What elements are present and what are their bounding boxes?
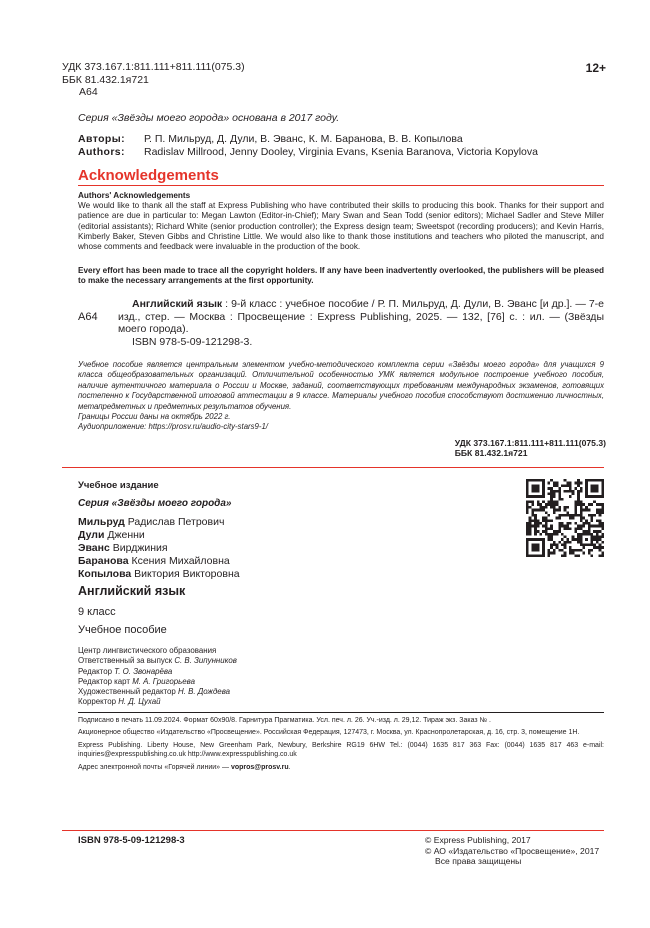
staff-role: Редактор карт [78, 676, 133, 686]
publisher-address: Акционерное общество «Издательство «Просвещение». Российская Федерация, 127473, г. Москва, ул. Краснопролетарская, д. 16, стр. 3, помещение 1Н. [78, 729, 580, 737]
annotation-block [78, 360, 604, 433]
hotline-email[interactable]: vopros@prosv.ru [230, 763, 289, 771]
udk-code: УДК 373.167.1:811.111+811.111(075.3) [62, 61, 245, 73]
annotation-text: Учебное пособие является центральным элементом учебно-методического комплекта серии «Звёзды моего города» для учащихся 9 класса общеобразовательных организаций. Отличительной особенностью УМК является модульное построение учебного пособия, наличие аутентичного материала о России и Москве, заданий, соответствующих требованиям международных экзаменов, готовящих постепенно к Государственной итоговой аттестации в 9 классе. Материалы учебного пособия способствуют достижению личностных, метапредметных и предметных результатов обучения. [78, 360, 604, 411]
udk-block-right [455, 438, 606, 459]
bib-text: : 9-й класс : учебное пособие / Р. П. Мильруд, Д. Дули, В. Эванс [и др.]. — 7-е изд., стер. — Москва : Просвещение : Express Publishing, 2025. — 132, [76] с. : ил. — (Звёзды моего города). [118, 298, 604, 336]
author-given: Радислав Петрович [124, 516, 225, 528]
staff-role: Корректор [78, 697, 119, 707]
print-info [78, 716, 604, 775]
hotline-line [78, 763, 604, 772]
express-address: Express Publishing. Liberty House, New Greenham Park, Newbury, Berkshire RG19 6HW Tel.: (0044) 1635 817 363 Fax: (0044) 1635 817 463 e-mail: inquiries@expresspublishing.co.uk http://www.expresspublishing.co.uk [78, 741, 604, 759]
bib-title: Английский язык [132, 298, 223, 310]
author-surname: Эванс [78, 542, 110, 554]
borders-note: Границы России даны на октябрь 2022 г. [78, 412, 231, 422]
bib-isbn: ISBN 978-5-09-121298-3. [132, 336, 253, 348]
bbk-code: ББК 81.432.1я721 [62, 73, 149, 86]
hotline-end: . [288, 763, 291, 771]
acknowledgements-divider [78, 185, 604, 186]
author-mark: А64 [79, 86, 98, 98]
imprint-divider [62, 467, 604, 468]
staff-name: Н. Д. Цухай [118, 697, 161, 707]
acknowledgements-body: We would like to thank all the staff at Express Publishing who have contributed their skills to producing this book. Thanks for their support and patience are due in particular to: Megan Lawton (Editor-in-Chief); Mary Swan and Sean Todd (senior editors); Michael Sadler and Steve Miller (editorial assistants); Richard White (senior production controller); the Express design team; Sweetspot (recording producers); and Kevin Harris, Kimberly Baker, Steven Gibbs and Christine Little. We would also like to thank those institutions and teachers who piloted the manuscript, and whose comments and feedback were invaluable in the production of the book. [78, 201, 604, 252]
staff-role: Редактор [78, 666, 115, 676]
footer-divider [62, 830, 604, 831]
staff-credits [78, 646, 237, 708]
acknowledgements-subtitle: Authors' Acknowledgements [78, 191, 191, 200]
authors-en-label: Authors: [78, 145, 125, 158]
bbk-right-code: ББК 81.432.1я721 [454, 448, 528, 459]
authors-ru-label: Авторы: [78, 133, 125, 145]
copyright-effort-note: Every effort has been made to trace all the copyright holders. If any have been inadvertently overlooked, the publishers will be pleased to make the necessary arrangements at the first opportunity. [78, 266, 604, 286]
authors-en [78, 146, 538, 159]
authors-ru-names: Р. П. Мильруд, Д. Дули, В. Эванс, К. М. Баранова, В. В. Копылова [144, 133, 463, 145]
hotline-label: Адрес электронной почты «Горячей линии» — [78, 763, 231, 771]
imprint-series: Серия «Звёзды моего города» [78, 498, 232, 509]
footer-isbn: ISBN 978-5-09-121298-3 [78, 835, 185, 846]
author-given: Виктория Викторовна [131, 568, 240, 580]
age-rating: 12+ [585, 61, 606, 75]
udk-right-code: УДК 373.167.1:811.111+811.111(075.3) [454, 438, 606, 448]
staff-role: Художественный редактор [78, 687, 179, 697]
staff-line [78, 667, 237, 677]
author-surname: Копылова [78, 568, 132, 580]
staff-line [78, 677, 237, 687]
imprint-authors [78, 516, 240, 581]
rights-reserved: Все права защищены [435, 856, 522, 866]
grade-label: 9 класс [78, 606, 116, 618]
staff-name: М. А. Григорьева [132, 676, 195, 686]
author-given: Вирджиния [109, 542, 168, 554]
book-title: Английский язык [78, 584, 186, 598]
staff-name: С. В. Зипунников [174, 656, 237, 666]
staff-line [78, 656, 237, 666]
authors-en-names: Radislav Millrood, Jenny Dooley, Virginia Evans, Ksenia Baranova, Victoria Kopylova [144, 145, 538, 158]
author-line [78, 555, 240, 568]
staff-line [78, 646, 237, 656]
edu-type-label: Учебное пособие [78, 624, 167, 636]
staff-line [78, 687, 237, 697]
author-given: Ксения Михайловна [128, 555, 230, 567]
author-surname: Дули [78, 529, 105, 541]
bibliographic-record [118, 298, 604, 336]
audio-link[interactable]: Аудиоприложение: https://prosv.ru/audio-city-stars9-1/ [78, 422, 268, 432]
authors-ru [78, 133, 538, 146]
author-surname: Мильруд [78, 516, 125, 528]
author-line [78, 516, 240, 529]
staff-line [78, 697, 237, 707]
author-surname: Баранова [78, 555, 129, 567]
author-given: Дженни [104, 529, 145, 541]
staff-name: Н. В. Дождева [178, 687, 231, 697]
copyright-express: © Express Publishing, 2017 [425, 835, 531, 845]
copyright-block [425, 835, 599, 867]
edition-type: Учебное издание [78, 480, 159, 491]
authors-block [78, 133, 538, 158]
staff-name: Т. О. Звонарёва [114, 666, 173, 676]
print-signed: Подписано в печать 11.09.2024. Формат 60х90/8. Гарнитура Прагматика. Усл. печ. л. 26. Уч.-изд. л. 29,12. Тираж экз. Заказ № . [78, 717, 491, 724]
series-founded-note: Серия «Звёзды моего города» основана в 2017 году. [78, 112, 340, 124]
author-line [78, 542, 240, 555]
author-line [78, 568, 240, 581]
staff-role: Центр лингвистического образования [78, 646, 217, 655]
udk-block-top [62, 61, 245, 99]
acknowledgements-title: Acknowledgements [78, 167, 219, 184]
print-info-divider [78, 712, 604, 713]
author-line [78, 529, 240, 542]
copyright-prosv: © АО «Издательство «Просвещение», 2017 [425, 845, 600, 856]
bib-author-mark: А64 [78, 311, 98, 323]
qr-code-icon[interactable] [526, 479, 604, 557]
staff-role: Ответственный за выпуск [78, 656, 175, 666]
